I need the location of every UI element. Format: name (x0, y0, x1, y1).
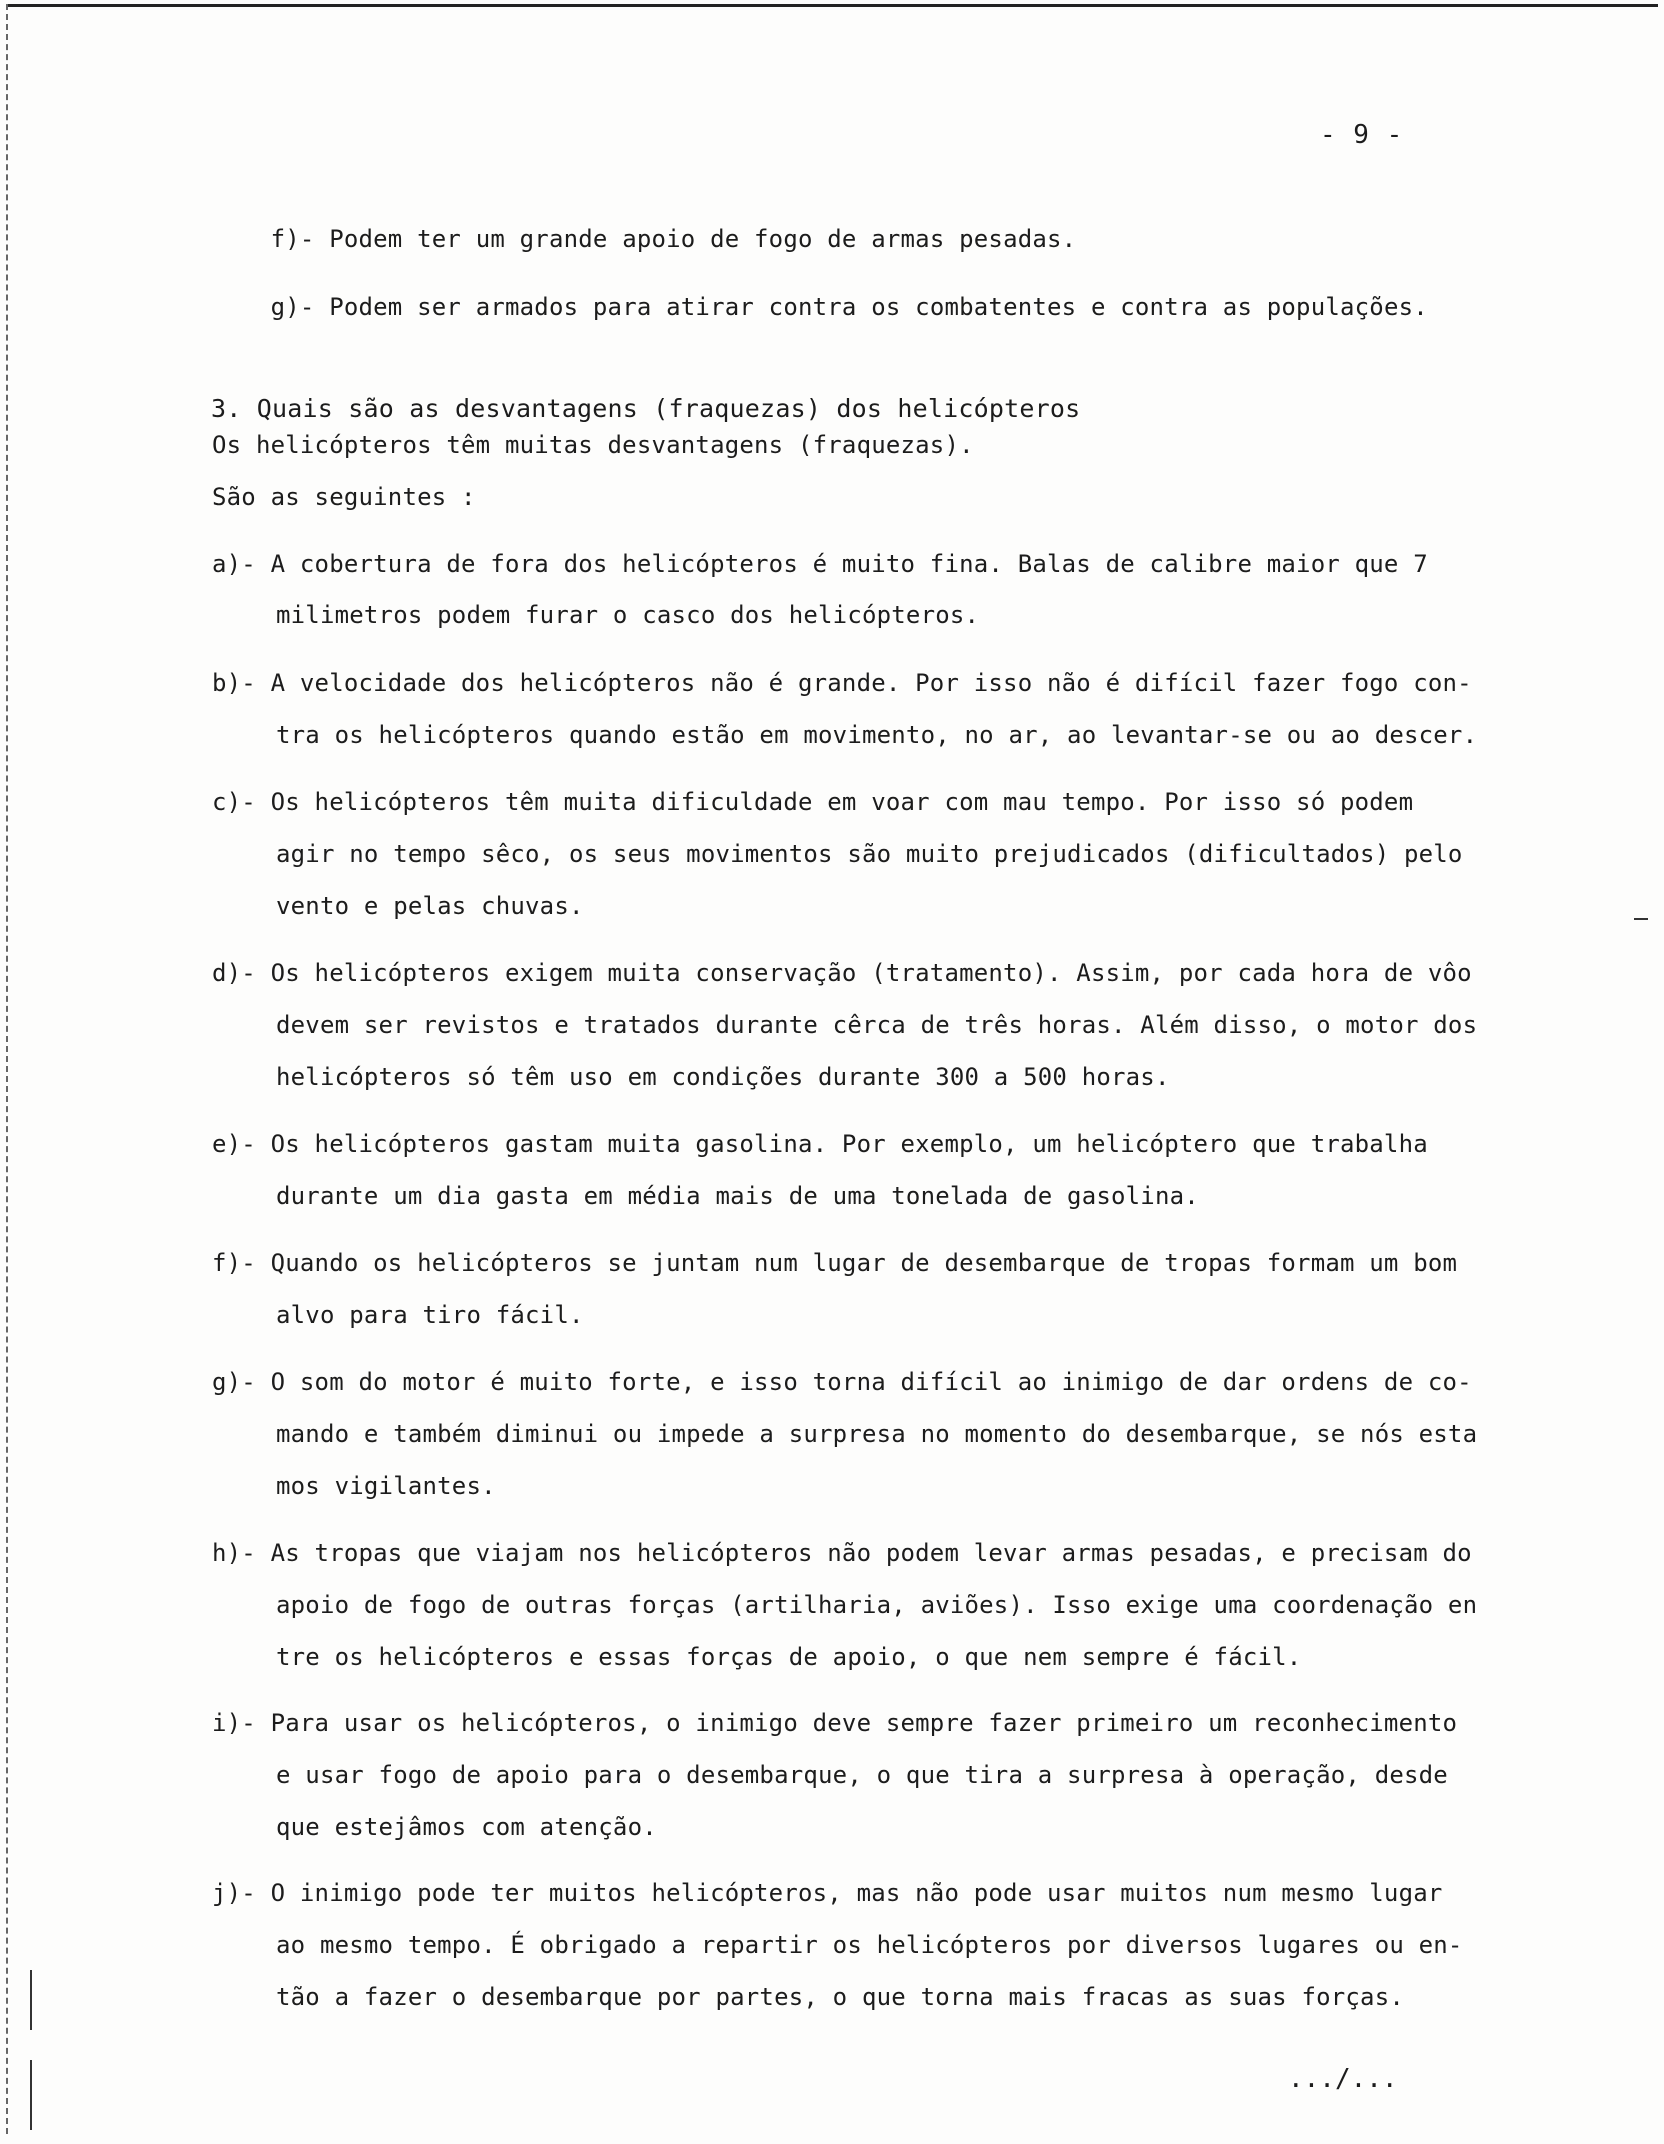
item-i-line-2: e usar fogo de apoio para o desembarque, o que tira a surpresa à operação, desde (276, 1761, 1448, 1789)
item-a-line-2: milimetros podem furar o casco dos helicópteros. (276, 601, 980, 629)
item-c-line-1: c)- Os helicópteros têm muita dificuldade em voar com mau tempo. Por isso só podem (212, 788, 1414, 816)
item-j-line-2: ao mesmo tempo. É obrigado a repartir os helicópteros por diversos lugares ou en- (276, 1931, 1463, 1959)
intro-line-2: São as seguintes : (212, 483, 476, 511)
item-g-line-2: mando e também diminui ou impede a surpresa no momento do desembarque, se nós esta (276, 1420, 1478, 1448)
item-b-line-2: tra os helicópteros quando estão em movimento, no ar, ao levantar-se ou ao descer. (276, 721, 1478, 749)
item-g-line-1: g)- O som do motor é muito forte, e isso torna difícil ao inimigo de dar ordens de co- (212, 1368, 1472, 1396)
item-h-line-2: apoio de fogo de outras forças (artilharia, aviões). Isso exige uma coordenação en (276, 1591, 1478, 1619)
page-left-edge (6, 4, 8, 2134)
item-b-line-1: b)- A velocidade dos helicópteros não é grande. Por isso não é difícil fazer fogo con- (212, 669, 1472, 697)
item-f-previous-text: f)- Podem ter um grande apoio de fogo de armas pesadas. (270, 225, 1077, 253)
item-h-line-3: tre os helicópteros e essas forças de apoio, o que nem sempre é fácil. (276, 1643, 1302, 1671)
item-c-line-3: vento e pelas chuvas. (276, 892, 584, 920)
item-f-line-1: f)- Quando os helicópteros se juntam num lugar de desembarque de tropas formam um bom (212, 1249, 1458, 1277)
margin-dash-mark (1634, 918, 1648, 920)
item-d-line-2: devem ser revistos e tratados durante cêrca de três horas. Além disso, o motor dos (276, 1011, 1478, 1039)
page-number: - 9 - (1320, 120, 1404, 150)
item-j-line-1: j)- O inimigo pode ter muitos helicópteros, mas não pode usar muitos num mesmo lugar (212, 1879, 1443, 1907)
item-j-line-3: tão a fazer o desembarque por partes, o que torna mais fracas as suas forças. (276, 1983, 1404, 2011)
item-g-previous (212, 256, 1428, 358)
item-g-line-3: mos vigilantes. (276, 1472, 496, 1500)
continuation-mark: .../... (1288, 2064, 1398, 2094)
item-i-line-1: i)- Para usar os helicópteros, o inimigo deve sempre fazer primeiro um reconhecimento (212, 1709, 1458, 1737)
item-e-line-2: durante um dia gasta em média mais de uma tonelada de gasolina. (276, 1182, 1199, 1210)
item-g-previous-text: g)- Podem ser armados para atirar contra os combatentes e contra as populações. (270, 293, 1428, 321)
item-h-line-1: h)- As tropas que viajam nos helicópteros não podem levar armas pesadas, e precisam do (212, 1539, 1472, 1567)
item-d-line-3: helicópteros só têm uso em condições durante 300 a 500 horas. (276, 1063, 1170, 1091)
page-top-edge (6, 4, 1658, 7)
margin-line-mark-lower (30, 2060, 32, 2130)
item-e-line-1: e)- Os helicópteros gastam muita gasolina. Por exemplo, um helicóptero que trabalha (212, 1130, 1428, 1158)
item-c-line-2: agir no tempo sêco, os seus movimentos são muito prejudicados (dificultados) pelo (276, 840, 1463, 868)
intro-line-1: Os helicópteros têm muitas desvantagens (fraquezas). (212, 431, 974, 459)
section-heading-text: 3. Quais são as desvantagens (fraquezas) dos helicópteros (211, 394, 1081, 423)
item-i-line-3: que estejâmos com atenção. (276, 1813, 657, 1841)
margin-line-mark (30, 1970, 32, 2030)
item-a-line-1: a)- A cobertura de fora dos helicópteros é muito fina. Balas de calibre maior que 7 (212, 550, 1428, 578)
item-d-line-1: d)- Os helicópteros exigem muita conservação (tratamento). Assim, por cada hora de vôo (212, 959, 1472, 987)
item-f-line-2: alvo para tiro fácil. (276, 1301, 584, 1329)
